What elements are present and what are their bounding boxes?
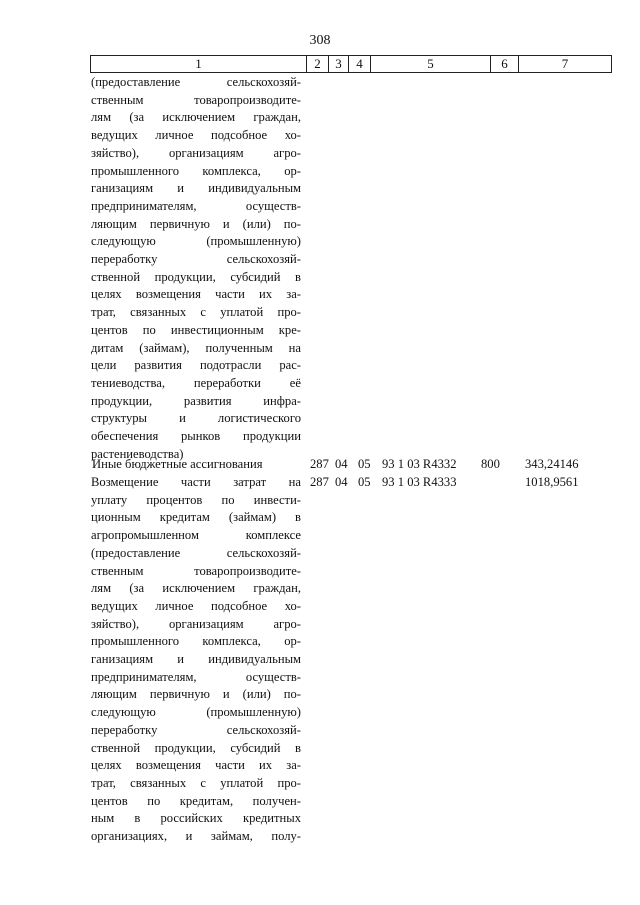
header-col-4: 4	[349, 56, 371, 72]
text-line: растениеводства)	[91, 446, 184, 461]
row2-sum: 1018,9561	[525, 475, 579, 489]
row1-vr: 800	[481, 457, 500, 471]
text-line: предпринимателям, осуществ-	[91, 198, 301, 213]
text-line: целях возмещения части их за-	[91, 287, 301, 302]
header-col-1: 1	[91, 56, 307, 72]
text-line: ганизациям и индивидуальным	[91, 181, 301, 196]
header-col-5: 5	[371, 56, 491, 72]
text-line: переработку сельскохозяй-	[91, 722, 301, 737]
header-col-7: 7	[561, 56, 569, 71]
row1-sum: 343,24146	[525, 457, 579, 471]
row1-pr: 05	[358, 457, 371, 471]
row2-ved: 287	[310, 475, 329, 489]
text-line: ляющим первичную и (или) по-	[91, 216, 301, 231]
header-col-3: 3	[329, 56, 349, 72]
text-line: ственным товаропроизводите-	[91, 563, 301, 578]
text-line: агропромышленном комплексе	[91, 528, 301, 543]
text-line: дитам (займам), полученным на	[91, 340, 301, 355]
text-line: ведущих личное подсобное хо-	[91, 598, 301, 613]
row1-ved: 287	[310, 457, 329, 471]
row2-pr: 05	[358, 475, 371, 489]
text-line: промышленного комплекса, ор-	[91, 163, 301, 178]
text-line: ционным кредитам (займам) в	[91, 510, 301, 525]
header-col-2: 2	[307, 56, 329, 72]
row2-csr: 93 1 03 R4333	[382, 475, 457, 489]
text-line: ганизациям и индивидуальным	[91, 652, 301, 667]
text-line: организациях, и займам, полу-	[91, 829, 301, 844]
text-line: тениеводства, переработки её	[91, 375, 301, 390]
text-line: уплату процентов по инвести-	[91, 492, 301, 507]
text-line: ственной продукции, субсидий в	[91, 269, 301, 284]
text-line: зяйство), организациям агро-	[91, 616, 301, 631]
text-line: лям (за исключением граждан,	[91, 110, 301, 125]
page-number: 308	[309, 33, 331, 48]
text-line: цели развития подотрасли рас-	[91, 358, 301, 373]
text-line: следующую (промышленную)	[91, 705, 301, 720]
text-line: (предоставление сельскохозяй-	[91, 75, 301, 89]
text-line: (предоставление сельскохозяй-	[91, 545, 301, 560]
text-line: продукции, развития инфра-	[91, 393, 301, 408]
text-line: ным в российских кредитных	[91, 811, 301, 826]
text-line: лям (за исключением граждан,	[91, 581, 301, 596]
text-line: трат, связанных с уплатой про-	[91, 775, 301, 790]
table-header-row	[90, 55, 612, 73]
text-line: обеспечения рынков продукции	[91, 429, 301, 444]
row1-rz: 04	[335, 457, 348, 471]
row2-rz: 04	[335, 475, 348, 489]
text-line: предпринимателям, осуществ-	[91, 669, 301, 684]
text-line: центов по кредитам, получен-	[91, 793, 301, 808]
text-line: промышленного комплекса, ор-	[91, 634, 301, 649]
text-line: ственным товаропроизводите-	[91, 92, 301, 107]
text-line: следующую (промышленную)	[91, 234, 301, 249]
description-block-2	[91, 474, 301, 846]
text-line: ственной продукции, субсидий в	[91, 740, 301, 755]
text-line: структуры и логистического	[91, 411, 301, 426]
text-line: целях возмещения части их за-	[91, 758, 301, 773]
text-line: ляющим первичную и (или) по-	[91, 687, 301, 702]
text-line: Возмещение части затрат на	[91, 475, 301, 489]
text-line: трат, связанных с уплатой про-	[91, 305, 301, 320]
header-col-6: 6	[491, 56, 519, 72]
description-block-1	[91, 74, 301, 463]
row1-csr: 93 1 03 R4332	[382, 457, 457, 471]
text-line: ведущих личное подсобное хо-	[91, 128, 301, 143]
text-line: переработку сельскохозяй-	[91, 252, 301, 267]
text-line: зяйство), организациям агро-	[91, 145, 301, 160]
text-line: центов по инвестиционным кре-	[91, 322, 301, 337]
row1-label: Иные бюджетные ассигнования	[92, 457, 263, 471]
